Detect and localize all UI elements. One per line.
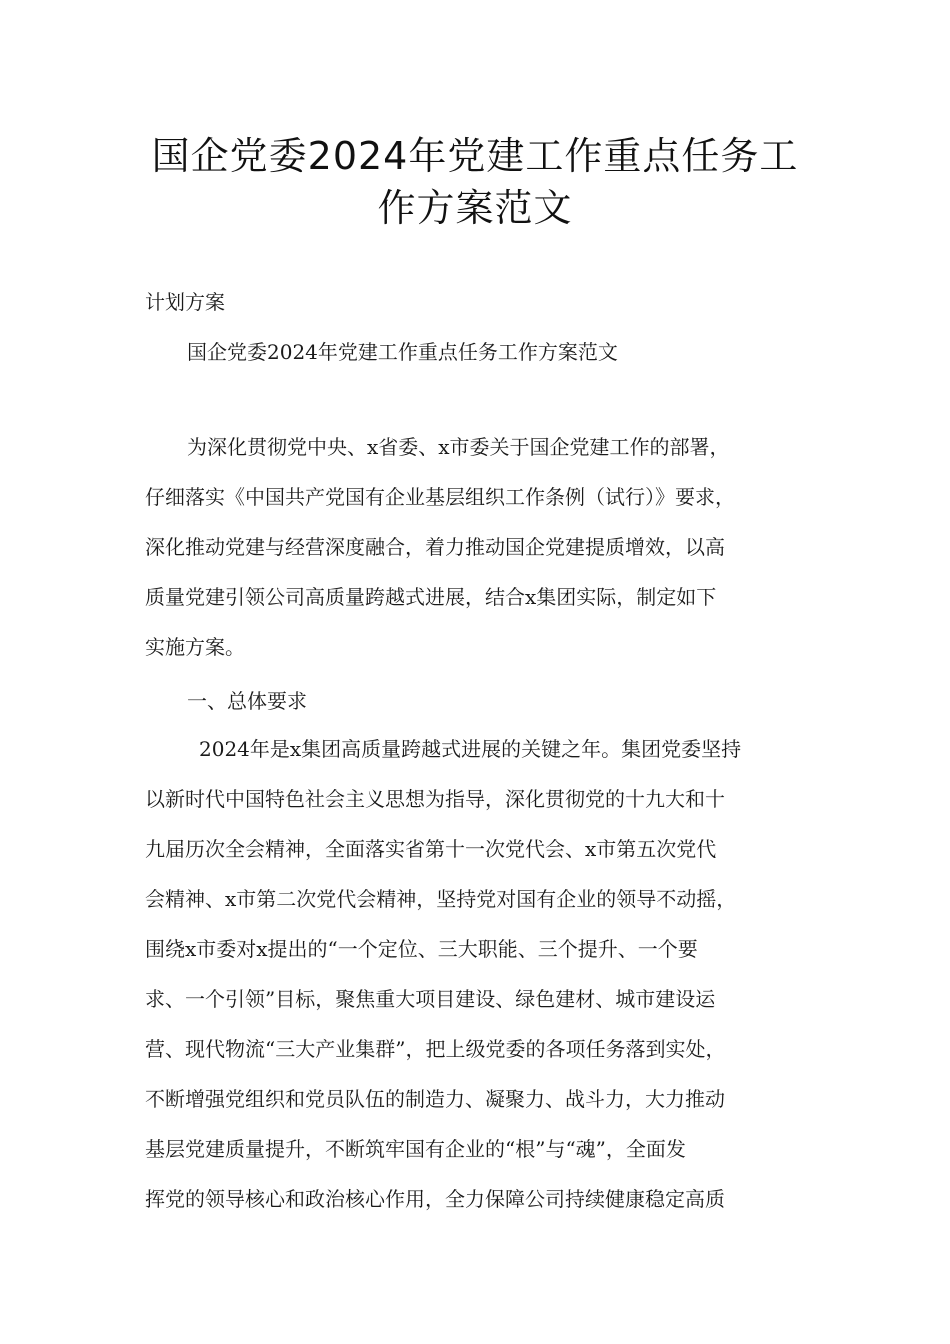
- paragraph-line: 营、现代物流“三大产业集群”，把上级党委的各项任务落到实处，: [145, 1037, 726, 1061]
- intro-paragraph: [145, 422, 823, 672]
- paragraph-line: 质量党建引领公司高质量跨越式进展，结合x集团实际，制定如下: [145, 585, 717, 609]
- paragraph-line: 围绕x市委对x提出的“一个定位、三大职能、三个提升、一个要: [145, 937, 698, 961]
- document-title-line-2: 作方案范文: [377, 186, 573, 230]
- paragraph-line: 基层党建质量提升，不断筑牢国有企业的“根”与“魂”，全面发: [145, 1137, 686, 1161]
- paragraph-line: 求、一个引领”目标，聚焦重大项目建设、绿色建材、城市建设运: [145, 987, 716, 1011]
- document-title-line-1: 国企党委2024年党建工作重点任务工: [151, 134, 799, 178]
- paragraph-line: 会精神、x市第二次党代会精神，坚持党对国有企业的领导不动摇，: [145, 887, 737, 911]
- section-heading: 一、总体要求: [187, 689, 307, 713]
- paragraph-line: 2024年是x集团高质量跨越式进展的关键之年。集团党委坚持: [199, 737, 742, 761]
- paragraph-line: 不断增强党组织和党员队伍的制造力、凝聚力、战斗力，大力推动: [145, 1087, 725, 1111]
- paragraph-line: 以新时代中国特色社会主义思想为指导，深化贯彻党的十九大和十: [145, 787, 725, 811]
- paragraph-line: 为深化贯彻党中央、x省委、x市委关于国企党建工作的部署，: [187, 435, 730, 459]
- section-1-paragraph: [145, 724, 823, 1224]
- document-subtitle: 国企党委2024年党建工作重点任务工作方案范文: [187, 340, 618, 364]
- paragraph-line: 仔细落实《中国共产党国有企业基层组织工作条例（试行）》要求，: [145, 485, 735, 509]
- paragraph-line: 深化推动党建与经营深度融合，着力推动国企党建提质增效，以高: [145, 535, 725, 559]
- paragraph-line: 挥党的领导核心和政治核心作用，全力保障公司持续健康稳定高质: [145, 1187, 725, 1211]
- category-label: 计划方案: [145, 290, 225, 314]
- paragraph-line: 九届历次全会精神，全面落实省第十一次党代会、x市第五次党代: [145, 837, 717, 861]
- paragraph-line: 实施方案。: [145, 635, 245, 659]
